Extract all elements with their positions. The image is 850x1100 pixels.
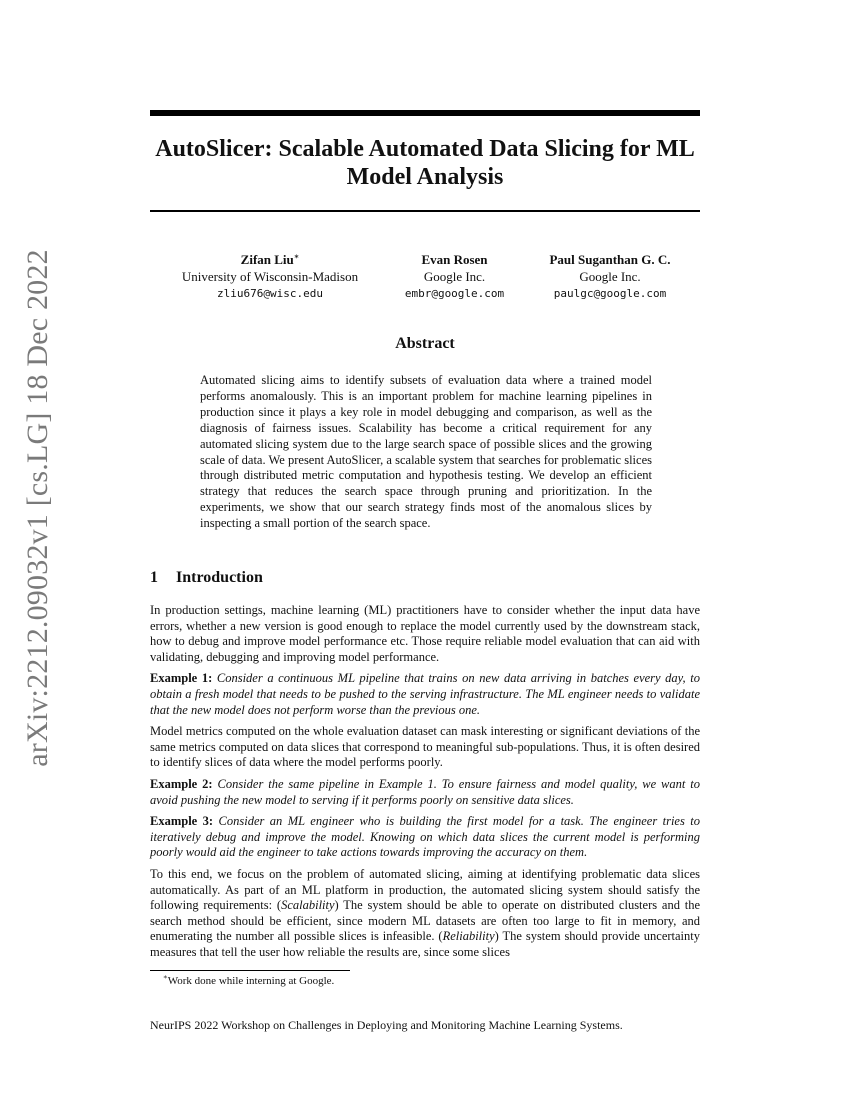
section-number: 1 bbox=[150, 569, 158, 586]
author-affiliation: Google Inc. bbox=[423, 269, 486, 284]
title-top-rule bbox=[150, 110, 700, 116]
author-footnote-mark: ∗ bbox=[293, 252, 300, 261]
example-label: Example 1: bbox=[150, 671, 213, 686]
example-text: Consider an ML engineer who is building the first model for a task. The engineer tries to iteratively debug and improve the model. Knowing on which data slices the current model is performing poorly would aid the engineer to take actions towards improving the accuracy on them. bbox=[150, 814, 701, 860]
paragraph: Model metrics computed on the whole evaluation dataset can mask interesting or significant deviations of the same metrics computed on data slices that correspond to meaningful sub-populations. Thus, it is often desired to identify slices of data where the model performs poorly. bbox=[150, 724, 700, 770]
venue-note: NeurIPS 2022 Workshop on Challenges in Deploying and Monitoring Machine Learning Systems. bbox=[150, 1018, 623, 1032]
footnote: ∗Work done while interning at Google. bbox=[163, 973, 335, 987]
author-block bbox=[170, 251, 370, 302]
author-name: Zifan Liu∗ bbox=[240, 252, 300, 267]
arxiv-identifier: arXiv:2212.09032v1 [cs.LG] 18 Dec 2022 bbox=[21, 249, 54, 767]
example-1 bbox=[150, 671, 700, 718]
footnote-mark: ∗ bbox=[163, 973, 168, 981]
author-email[interactable]: embr@google.com bbox=[404, 287, 505, 300]
author-affiliation: Google Inc. bbox=[579, 269, 641, 284]
author-name: Evan Rosen bbox=[421, 252, 488, 267]
section-title: Introduction bbox=[176, 569, 263, 586]
author-affiliation: University of Wisconsin-Madison bbox=[181, 269, 359, 284]
footnote-rule bbox=[150, 970, 350, 971]
requirement-scalability: Scalability bbox=[281, 898, 335, 913]
author-email[interactable]: zliu676@wisc.edu bbox=[217, 287, 323, 300]
author-block bbox=[535, 251, 685, 302]
example-text: Consider a continuous ML pipeline that trains on new data arriving in batches every day, to obtain a fresh model that needs to be pushed to the serving infrastructure. The ML engineer needs to validate that the new model does not perform worse than the previous one. bbox=[150, 671, 701, 717]
abstract-body: Automated slicing aims to identify subsets of evaluation data where a trained model performs anomalously. This is an important problem for machine learning pipelines in production since it plays a key role in model debugging and comparison, as well as the diagnosis of fairness issues. Scalability has become a critical requirement for any automated slicing system due to the large search space of possible slices and the growing scale of data. We present AutoSlicer, a scalable system that searches for problematic slices through distributed metric computation and hypothesis testing. We develop an efficient strategy that reduces the search space through pruning and prioritization. In the experiments, we show that our search strategy finds most of the anomalous slices by inspecting a small portion of the search space. bbox=[200, 373, 652, 531]
requirement-reliability: Reliability bbox=[442, 929, 495, 944]
paragraph: To this end, we focus on the problem of automated slicing, aiming at identifying problematic data slices automatically. As part of an ML platform in production, the automated slicing system should satisfy the following requirements: (Scalability) The system should be able to operate on distributed clusters and the search method should be efficient, since modern ML datasets are often too large to fit in memory, and enumerating the number all possible slices is infeasible. (Reliability) The system should provide uncertainty measures that tell the user how reliable the results are, since some slices bbox=[150, 866, 700, 959]
introduction-body bbox=[150, 603, 700, 966]
author-block bbox=[392, 251, 517, 302]
example-label: Example 3: bbox=[150, 814, 214, 829]
example-label: Example 2: bbox=[150, 776, 213, 791]
author-name: Paul Suganthan G. C. bbox=[549, 252, 671, 267]
author-email[interactable]: paulgc@google.com bbox=[553, 287, 667, 300]
section-heading bbox=[150, 569, 263, 587]
example-text: Consider the same pipeline in Example 1. To ensure fairness and model quality, we want to avoid pushing the new model to serving if it performs poorly on sensitive data slices. bbox=[150, 776, 701, 807]
paper-title: AutoSlicer: Scalable Automated Data Slicing for ML Model Analysis bbox=[155, 136, 695, 190]
title-bottom-rule bbox=[150, 210, 700, 212]
example-3 bbox=[150, 814, 700, 861]
abstract-heading: Abstract bbox=[395, 335, 455, 352]
paragraph: In production settings, machine learning (ML) practitioners have to consider whether the input data have errors, whether a new version is good enough to replace the model currently used by the downstream stack, how to debug and improve model performance etc. Those require reliable model evaluation that can aid with validating, debugging and improving model performance. bbox=[150, 603, 700, 664]
example-2 bbox=[150, 777, 700, 808]
